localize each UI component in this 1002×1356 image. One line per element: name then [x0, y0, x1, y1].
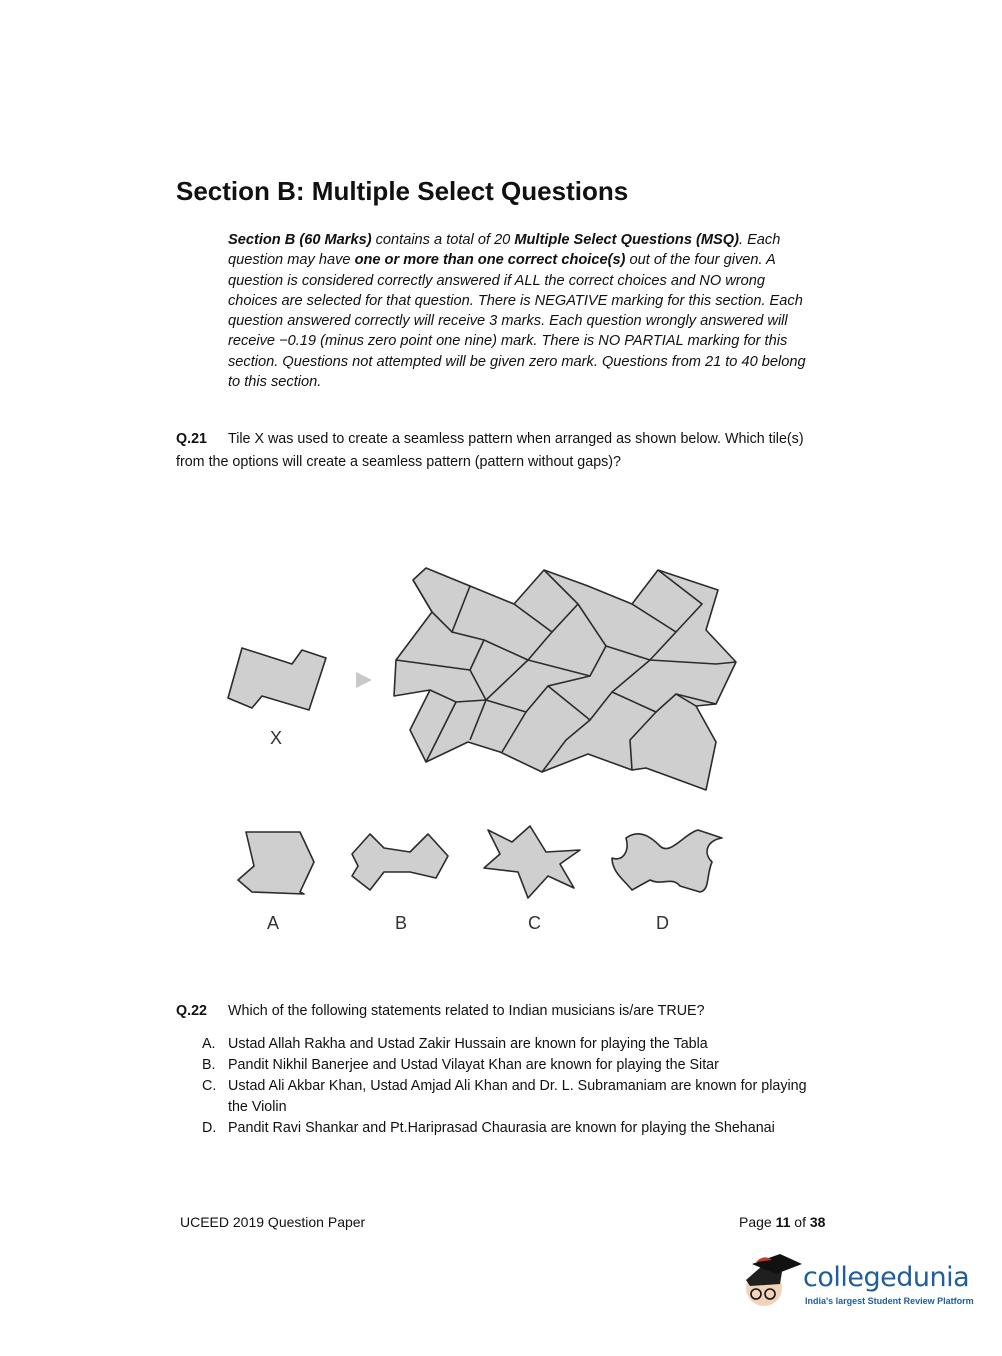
question-text: Which of the following statements related to Indian musicians is/are TRUE?: [228, 1003, 705, 1019]
arrow-icon: [356, 672, 372, 688]
logo-tagline: India's largest Student Review Platform: [805, 1296, 974, 1306]
option-text: Pandit Nikhil Banerjee and Ustad Vilayat Khan are known for playing the Sitar: [228, 1057, 719, 1073]
question-22: [176, 1003, 826, 1019]
tile-option-b: [352, 834, 448, 890]
answer-option-d[interactable]: [202, 1118, 822, 1139]
tile-x-label: X: [270, 728, 283, 748]
tile-option-a: [238, 832, 314, 894]
instructions-text: out of the four given. A question is considered correctly answered if ALL the correct choices and NO wrong choices are selected for that question. There is NEGATIVE marking for this section. Each question answered correctly will receive 3 marks. Each question wrongly answered will receive −0.19 (minus zero point one nine) mark. There is NO PARTIAL marking for this section. Questions not attempted will be given zero mark. Questions from 21 to 40 belong to this section.: [228, 252, 806, 391]
logo-brand-text: collegedunia: [803, 1262, 970, 1293]
tile-option-b-label: B: [395, 913, 408, 933]
instructions-marks: Section B (60 Marks): [228, 232, 372, 248]
option-text: Pandit Ravi Shankar and Pt.Hariprasad Chaurasia are known for playing the Shehanai: [228, 1120, 775, 1136]
tessellation-pattern: [394, 568, 736, 790]
option-letter: A.: [202, 1036, 216, 1052]
option-text: Ustad Ali Akbar Khan, Ustad Amjad Ali Khan and Dr. L. Subramaniam are known for playing the Violin: [228, 1078, 807, 1115]
option-text: Ustad Allah Rakha and Ustad Zakir Hussain are known for playing the Tabla: [228, 1036, 708, 1052]
option-letter: D.: [202, 1120, 217, 1136]
instructions-choices: one or more than one correct choice(s): [354, 252, 626, 269]
answer-option-c[interactable]: [202, 1076, 822, 1118]
question-text: Tile X was used to create a seamless pattern when arranged as shown below. Which tile(s) from the options will create a seamless pattern (pattern without gaps)?: [176, 431, 804, 470]
instructions-msq: Multiple Select Questions (MSQ): [514, 232, 739, 248]
section-title: Section B: Multiple Select Questions: [176, 176, 629, 206]
answer-option-a[interactable]: [202, 1034, 822, 1055]
footer-page-number: Page 11 of 38: [739, 1214, 826, 1230]
tile-x: [228, 648, 326, 710]
tile-option-d-label: D: [656, 913, 669, 933]
option-letter: B.: [202, 1057, 216, 1073]
tile-option-c: [484, 826, 580, 898]
answer-option-b[interactable]: [202, 1055, 822, 1076]
tile-option-d: [612, 830, 722, 892]
tile-option-c-label: C: [528, 913, 541, 933]
question-number: Q.21: [176, 431, 207, 447]
tile-option-a-label: A: [267, 913, 280, 933]
instructions-text: contains a total of 20: [371, 232, 515, 248]
footer-document-title: UCEED 2019 Question Paper: [180, 1214, 366, 1230]
question-number: Q.22: [176, 1003, 207, 1019]
option-letter: C.: [202, 1078, 217, 1094]
instructions-text: . Each question may have: [228, 232, 781, 269]
